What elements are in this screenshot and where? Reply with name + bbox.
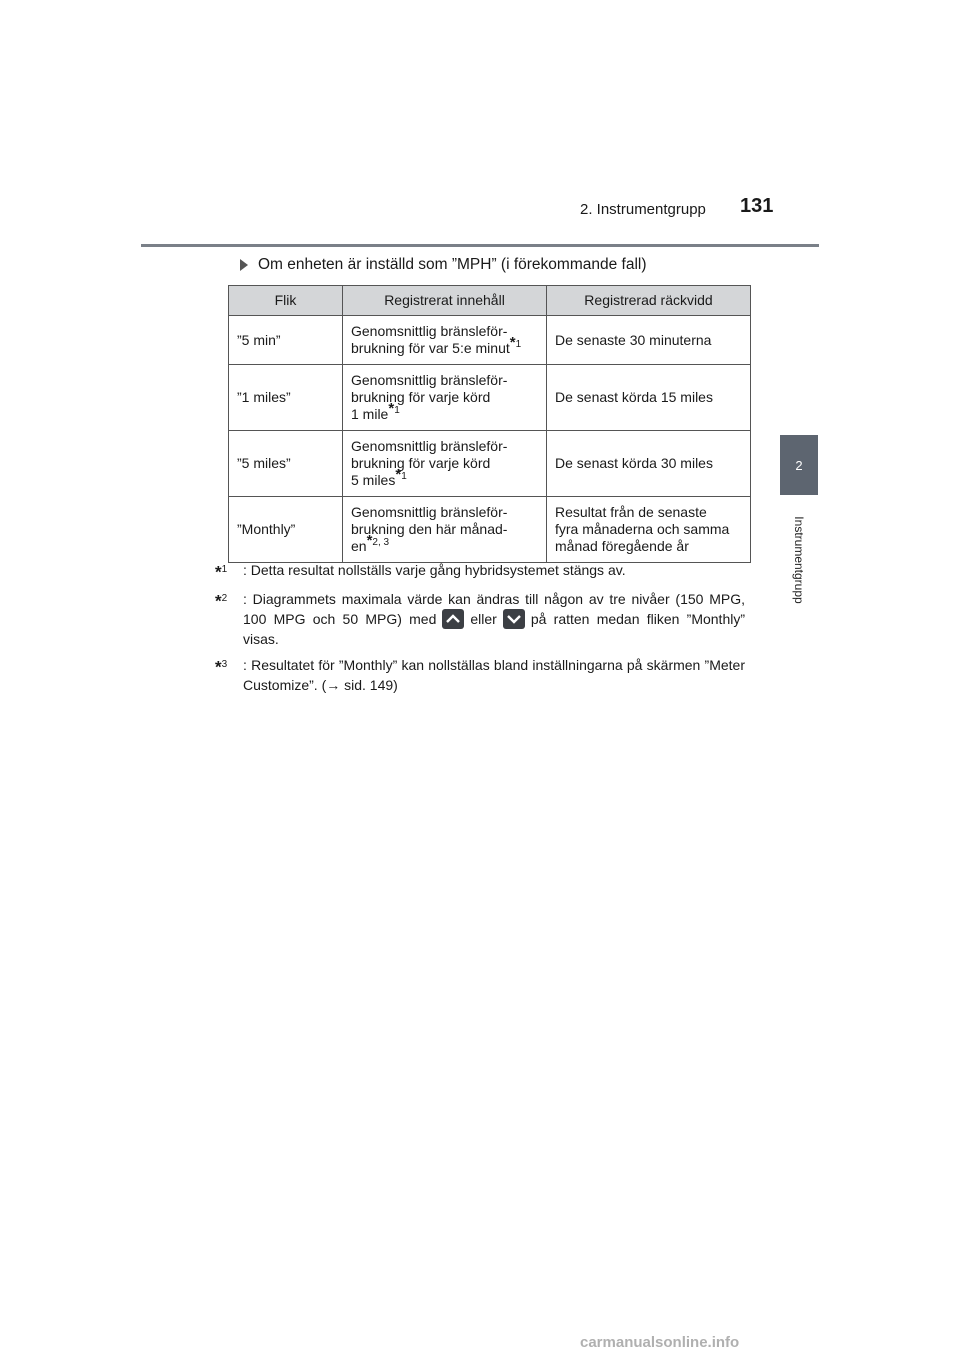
footnote-marker: *$^1$: [215, 562, 228, 582]
footnote-marker-number: 2: [221, 592, 228, 604]
table-row: [229, 497, 751, 563]
content-line: 5 miles: [351, 472, 396, 488]
range-line: Resultat från de senaste: [555, 504, 707, 520]
footnote-ref: *1: [395, 466, 407, 484]
footnote-text: [243, 589, 745, 649]
footnote-text-part: : Diagrammets maximala värde kan ändras till någon av tre nivåer (150 MPG, 100 MPG och 50 MPG) med: [243, 590, 745, 627]
header-divider: [141, 244, 819, 247]
range-cell: De senast körda 15 miles: [547, 365, 751, 431]
footnote-text-part: på ratten medan fliken ”Monthly” visas.: [243, 610, 745, 647]
column-header: Registrerad räckvidd: [547, 286, 751, 316]
content-line: brukning för varje körd: [351, 389, 491, 405]
footnotes: [215, 560, 745, 701]
column-header: Registrerat innehåll: [343, 286, 547, 316]
table-row: [229, 365, 751, 431]
content-cell: [343, 431, 547, 497]
footnote-text: : Detta resultat nollställs varje gång hybridsystemet stängs av.: [243, 562, 626, 578]
chapter-tab-label: [780, 505, 818, 615]
tab-cell: ”5 miles”: [229, 431, 343, 497]
content-line: 1 mile: [351, 406, 389, 422]
range-line: månad föregående år: [555, 538, 689, 554]
footnote-text-part: eller: [470, 610, 497, 627]
content-line: Genomsnittlig bränsleför-: [351, 372, 508, 388]
chapter-tab-number: 2: [780, 435, 818, 495]
footnote-marker: *$^2$: [215, 591, 228, 611]
range-cell: De senast körda 30 miles: [547, 431, 751, 497]
content-cell: [343, 316, 547, 365]
footnote-number: 1: [401, 471, 407, 483]
footnote-number: 1: [394, 405, 400, 417]
page-number: 131: [740, 195, 774, 217]
content-line: brukning för var 5:e minut: [351, 340, 510, 356]
section-heading-text: Om enheten är inställd som ”MPH” (i förekommande fall): [258, 256, 647, 273]
chapter-tab-label-text: Instrumentgrupp: [792, 516, 806, 604]
footnote-marker-number: 1: [221, 564, 228, 575]
table-header-row: [229, 286, 751, 316]
content-line: brukning för varje körd: [351, 455, 491, 471]
tab-cell: ”5 min”: [229, 316, 343, 365]
content-line: en: [351, 538, 367, 554]
footnote-ref: *1: [388, 400, 400, 418]
footnote-ref: *2, 3: [366, 532, 390, 550]
column-header: Flik: [229, 286, 343, 316]
footnote: [215, 560, 745, 583]
content-line: Genomsnittlig bränsleför-: [351, 438, 508, 454]
footnote-marker-number: 3: [221, 658, 228, 670]
footnote-text: : Resultatet för ”Monthly” kan nollställas bland inställningarna på skärmen ”Meter Customize”. (→ sid. 149): [243, 656, 745, 693]
footnote-ref: *1: [509, 334, 522, 352]
table-row: [229, 431, 751, 497]
table-row: [229, 316, 751, 365]
footnote-marker: *$^3$: [215, 657, 228, 677]
tab-cell: ”1 miles”: [229, 365, 343, 431]
footnote: [215, 655, 745, 695]
section-heading: [240, 256, 647, 274]
range-line: fyra månaderna och samma: [555, 521, 730, 537]
content-line: Genomsnittlig bränsleför-: [351, 323, 508, 339]
triangle-bullet-icon: [240, 259, 248, 271]
chevron-up-icon: [442, 609, 464, 629]
content-cell: [343, 497, 547, 563]
range-cell: [547, 497, 751, 563]
running-header-section: 2. Instrumentgrupp: [580, 201, 706, 218]
watermark: carmanualsonline.info: [580, 1334, 740, 1351]
data-table: [228, 285, 751, 563]
tab-cell: ”Monthly”: [229, 497, 343, 563]
content-line: Genomsnittlig bränsleför-: [351, 504, 508, 520]
content-line: brukning den här månad-: [351, 521, 508, 537]
chevron-down-icon: [503, 609, 525, 629]
footnote: [215, 589, 745, 649]
range-cell: De senaste 30 minuterna: [547, 316, 751, 365]
footnote-number: 2, 3: [372, 537, 390, 549]
content-cell: [343, 365, 547, 431]
footnote-number: 1: [515, 339, 522, 351]
